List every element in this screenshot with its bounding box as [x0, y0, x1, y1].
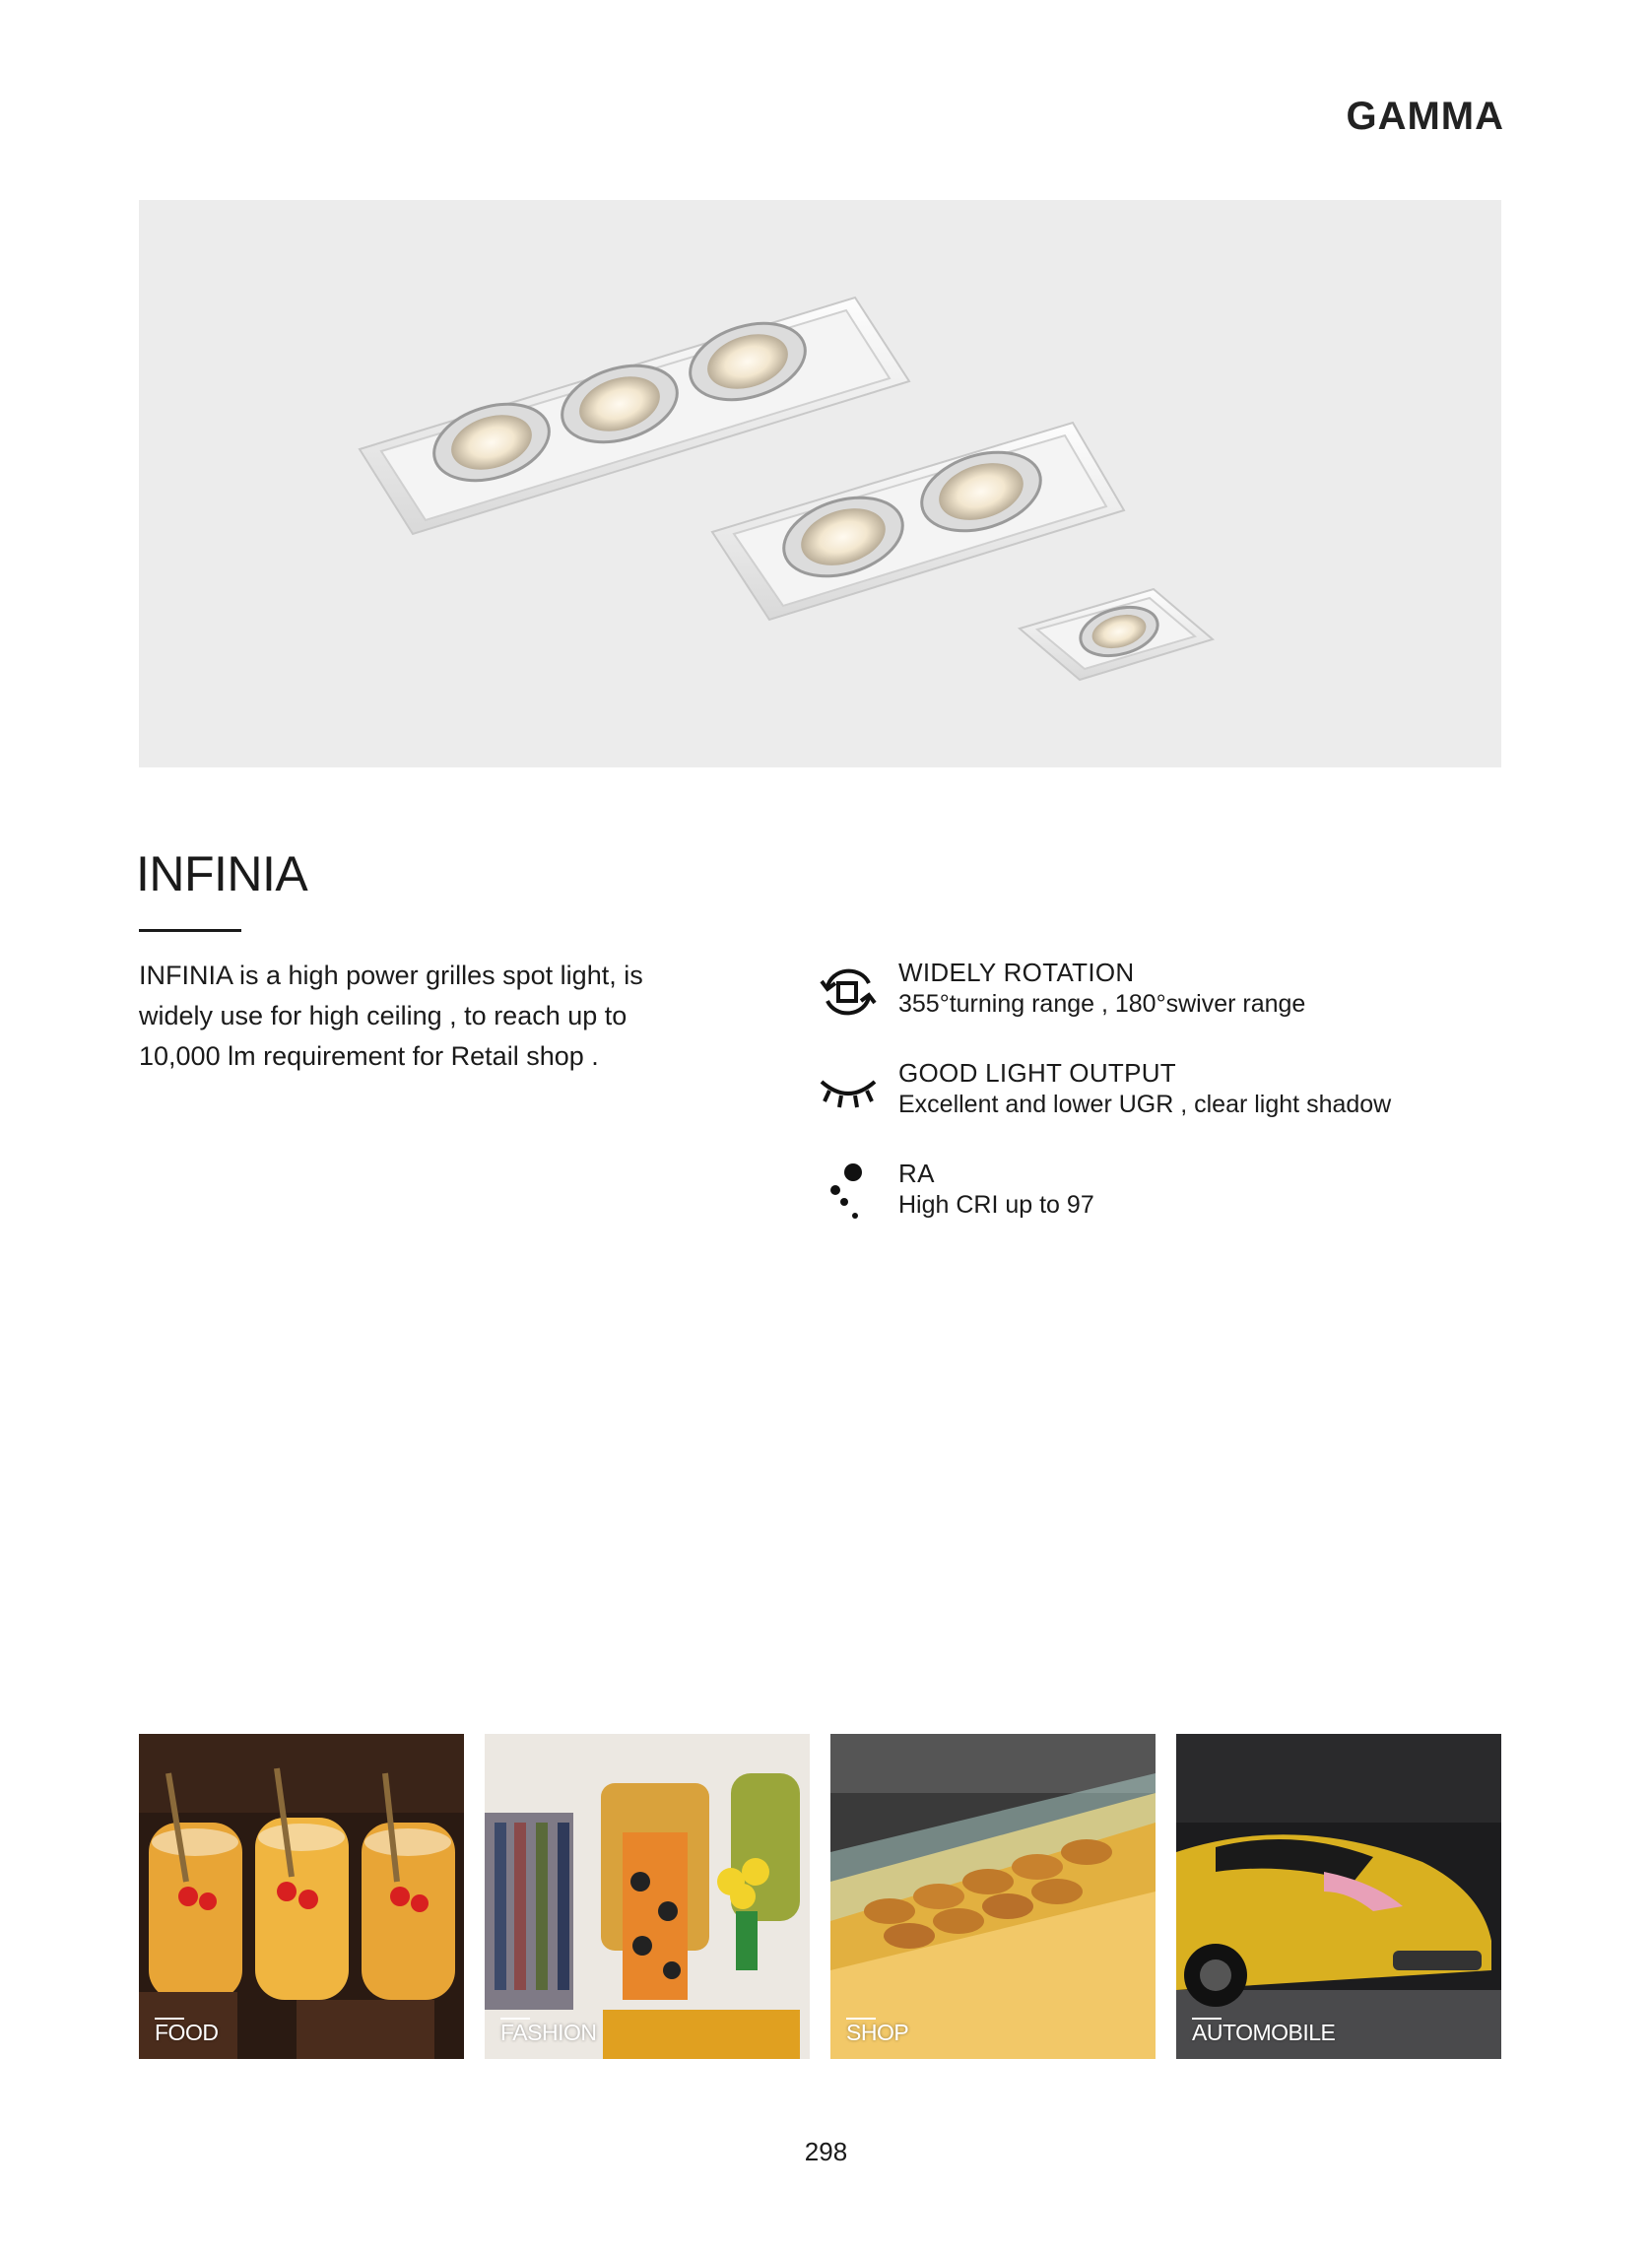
shop-photo [830, 1734, 1156, 2059]
dots-icon [818, 1162, 879, 1224]
feature-title: RA [898, 1159, 935, 1188]
food-photo [139, 1734, 464, 2059]
fixture-single [1020, 589, 1213, 680]
eye-lashes-icon [818, 1062, 879, 1123]
application-label: AUTOMOBILE [1192, 2020, 1336, 2045]
application-label: FASHION [500, 2020, 597, 2045]
feature-title: GOOD LIGHT OUTPUT [898, 1058, 1176, 1088]
application-fashion [485, 1734, 810, 2059]
application-shop [830, 1734, 1156, 2059]
feature-title: WIDELY ROTATION [898, 958, 1135, 987]
feature-description: 355°turning range , 180°swiver range [898, 990, 1306, 1018]
product-description: INFINIA is a high power grilles spot light, is widely use for high ceiling , to reach up to 10,000 lm requirement for Retail shop . [139, 961, 643, 1071]
rotation-icon [818, 962, 879, 1023]
product-hero-image [139, 200, 1501, 767]
application-label: SHOP [846, 2020, 909, 2045]
fashion-photo [485, 1734, 810, 2059]
application-food [139, 1734, 464, 2059]
product-title: INFINIA [136, 846, 308, 901]
feature-rotation [818, 958, 1507, 1036]
application-label: FOOD [155, 2020, 219, 2045]
title-underline [139, 929, 241, 932]
feature-description: High CRI up to 97 [898, 1191, 1094, 1219]
fixture-double [712, 423, 1124, 620]
automobile-photo [1176, 1734, 1501, 2059]
brand-logo: GAMMA [1346, 95, 1504, 138]
application-gallery [139, 1734, 1501, 2059]
feature-description: Excellent and lower UGR , clear light shadow [898, 1091, 1392, 1118]
page-number: 298 [804, 2137, 848, 2166]
application-automobile [1176, 1734, 1501, 2059]
feature-ra [818, 1159, 1507, 1237]
feature-light-output [818, 1058, 1507, 1137]
